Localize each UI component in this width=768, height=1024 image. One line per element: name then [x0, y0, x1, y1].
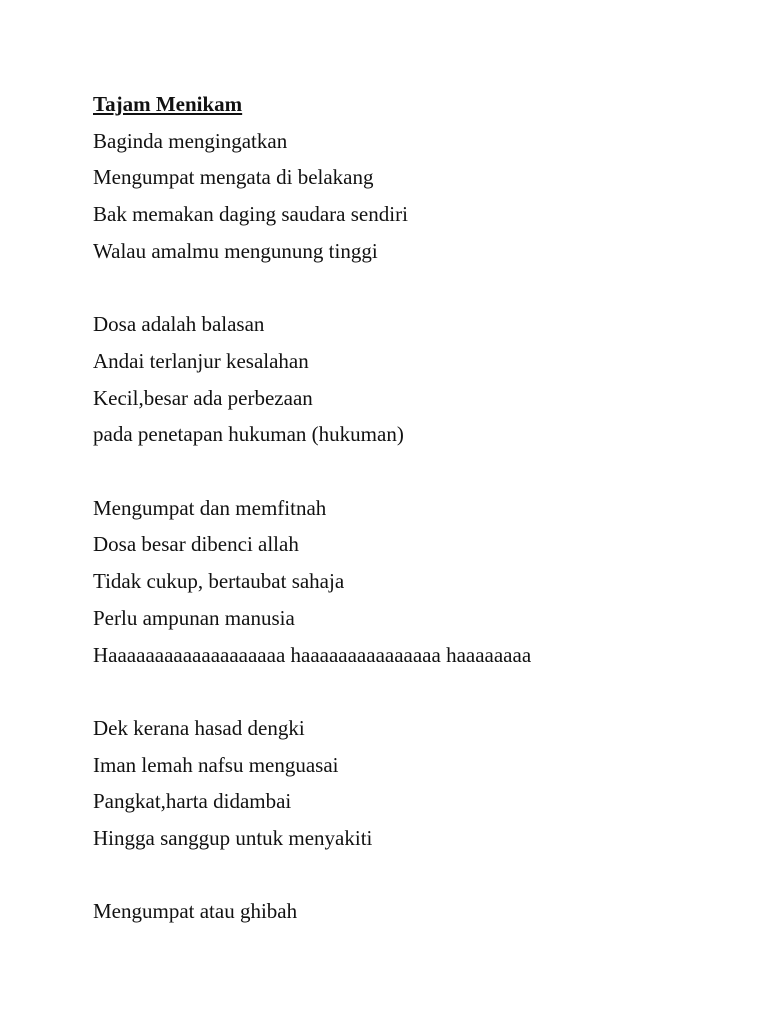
stanza-3 [93, 490, 531, 674]
poem-line: Haaaaaaaaaaaaaaaaaaa haaaaaaaaaaaaaaa haaaaaaaa [93, 642, 532, 667]
poem-line: Pangkat,harta didambai [93, 789, 292, 814]
poem-line: Baginda mengingatkan [93, 128, 288, 153]
poem-line: Dek kerana hasad dengki [93, 715, 305, 740]
poem-title: Tajam Menikam [93, 92, 243, 116]
poem-line: Iman lemah nafsu menguasai [93, 752, 339, 777]
stanza-2 [93, 306, 531, 453]
poem-line: Mengumpat dan memfitnah [93, 495, 327, 520]
stanza-5 [93, 893, 531, 930]
stanza-4 [93, 710, 531, 857]
poem-line: Perlu ampunan manusia [93, 605, 295, 630]
poem [93, 86, 531, 930]
poem-line: Dosa adalah balasan [93, 312, 265, 337]
poem-line: Mengumpat atau ghibah [93, 899, 298, 924]
poem-line: Tidak cukup, bertaubat sahaja [93, 569, 345, 594]
poem-line: Walau amalmu mengunung tinggi [93, 238, 378, 263]
poem-line: Hingga sanggup untuk menyakiti [93, 826, 373, 851]
poem-line: pada penetapan hukuman (hukuman) [93, 422, 404, 447]
poem-line: Kecil,besar ada perbezaan [93, 385, 313, 410]
poem-line: Bak memakan daging saudara sendiri [93, 202, 408, 227]
poem-line: Andai terlanjur kesalahan [93, 348, 309, 373]
poem-line: Mengumpat mengata di belakang [93, 165, 374, 190]
poem-line: Dosa besar dibenci allah [93, 532, 299, 557]
stanza-1 [93, 123, 531, 270]
